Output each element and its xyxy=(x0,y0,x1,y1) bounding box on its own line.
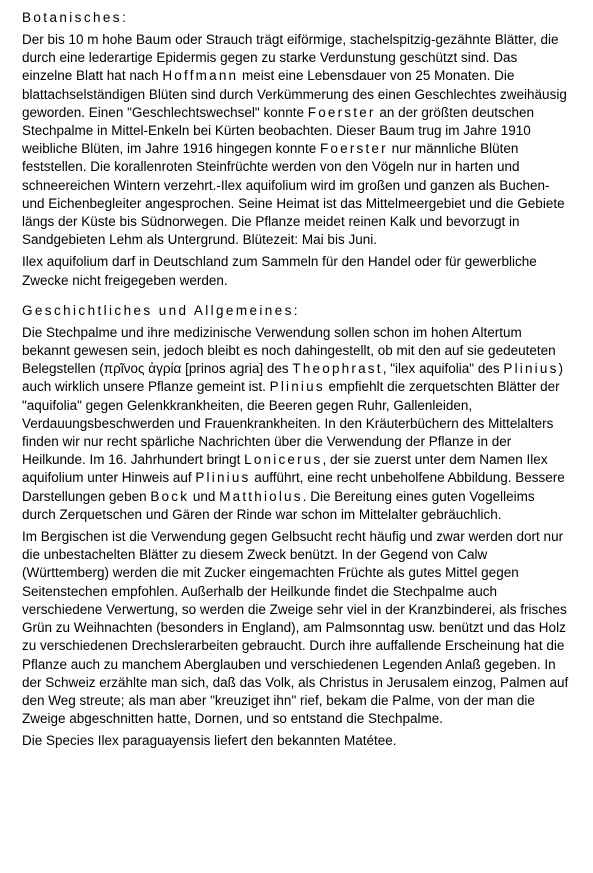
text-run: meist eine Lebensdauer von 25 Monaten. Die blattachselständigen Blüten sind durch Verkümmerung des einen Geschlechtes zweihäusig geworden. Einen "Geschlechtswechsel" konnte xyxy=(22,68,567,120)
text-run: ) auch wirklich unsere Pflanze gemeint ist. xyxy=(22,361,564,395)
section-heading-geschichte: Geschichtliches und Allgemeines: xyxy=(22,302,300,318)
text-run: . Die Bereitung eines guten Vogelleims durch Zerquetschen und Gären der Rinde war schon im Mittelalter gebräuchlich. xyxy=(22,488,535,522)
author-name: Theophrast xyxy=(292,361,383,377)
text-run: Die Stechpalme und ihre medizinische Verwendung sollen schon im hohen Altertum bekannt gewesen sein, jedoch bleibt es noch dahingestellt, ob mit den auf sie gedeuteten Belegstellen (πρῖνος ἀγρία [prinos agria] des xyxy=(22,324,556,377)
text-run: Der bis 10 m hohe Baum oder Strauch trägt eiförmige, stachelspitzig-gezähnte Blätter, die durch eine lederartige Epidermis gegen zu starke Verdunstung geschützt sind. Das einzelne Blatt hat nach xyxy=(22,32,559,84)
author-name: Matthiolus xyxy=(219,488,303,504)
author-name: Foerster xyxy=(319,141,388,157)
text-run: , der sie zuerst unter dem Namen Ilex aquifolium unter Hinweis auf xyxy=(22,452,548,486)
text-run: und xyxy=(189,488,220,504)
author-name: Bock xyxy=(150,488,190,504)
text-run: Im Bergischen ist die Verwendung gegen Gelbsucht recht häufig und zwar werden dort nur die unbestachelten Blätter zu diesem Zweck benützt. In der Gegend von Calw (Württemberg) werden die mit Zucker eingemachten Früchte als gutes Mittel gegen Seitenstechen empfohlen. Außerhalb der Heilkunde findet die Stechpalme auch verschiedene Verwertung, so werden die Zweige sehr viel in der Kranzbinderei, als frisches Grün zu Weihnachten (besonders in England), am Palmsonntag usw. benützt und das Holz zu verschiedenen Drechslerarbeiten gebraucht. Durch ihre auffallende Erscheinung hat die Pflanze auch zu manchem Aberglauben und verschiedenen Legenden Anlaß gegeben. In der Schweiz erzählte man sich, daß das Volk, als Christus in Jerusalem einzog, Palmen auf den Weg streute; als man aber "kreuziget ihn" rief, bekam die Palme, von der man die Zweige abgeschnitten hatte, Dornen, und so entstand die Stechpalme. xyxy=(22,529,569,727)
paragraph xyxy=(22,324,571,524)
text-run: Die Species Ilex paraguayensis liefert den bekannten Matétee. xyxy=(22,733,397,749)
paragraph xyxy=(22,528,571,728)
author-name: Lonicerus xyxy=(244,452,323,468)
author-name: Plinius xyxy=(269,379,325,395)
paragraph xyxy=(22,732,571,750)
author-name: Foerster xyxy=(307,104,376,120)
text-run: Ilex aquifolium darf in Deutschland zum Sammeln für den Handel oder für gewerbliche Zwecke nicht freigegeben werden. xyxy=(22,254,537,288)
section-heading-botanik: Botanisches: xyxy=(22,10,129,25)
author-name: Plinius xyxy=(195,470,251,486)
author-name: Hoffmann xyxy=(162,68,239,84)
text-run: nur männliche Blüten feststellen. Die korallenroten Steinfrüchte werden von den Vögeln nur in harten und schneereichen Wintern verzehrt.-Ilex aquifolium wird im großen und ganzen als Buchen- und Eichenbegleiter angesprochen. Seine Heimat ist das Mittelmeergebiet und die Gebiete längs der Küste bis Südnorwegen. Die Pflanze meidet reinen Kalk und bevorzugt in Sandgebieten Lehm als Untergrund. Blütezeit: Mai bis Juni. xyxy=(22,141,565,248)
author-name: Plinius xyxy=(503,361,559,377)
paragraph xyxy=(22,31,571,249)
text-run: , "ilex aquifolia" des xyxy=(382,361,504,377)
text-run: aufführt, eine recht unbeholfene Abbildung. Bessere Darstellungen geben xyxy=(22,470,565,504)
text-run: an der größten deutschen Stechpalme in Mittel-Enkeln bei Kürten beobachten. Dieser Baum trug im Jahre 1910 weibliche Blüten, im Jahre 1916 hingegen konnte xyxy=(22,104,534,157)
text-run: empfiehlt die zerquetschten Blätter der "aquifolia" gegen Gelenkkrankheiten, die Beeren gegen Ruhr, Gallenleiden, Verdauungsbeschwerden und Frauenkrankheiten. In den Kräuterbüchern des Mittelalters finden wir nur recht spärliche Nachrichten über die Verwendung der Pflanze in der Heilkunde. Im 16. Jahrhundert bringt xyxy=(22,379,560,468)
paragraph xyxy=(22,253,571,289)
